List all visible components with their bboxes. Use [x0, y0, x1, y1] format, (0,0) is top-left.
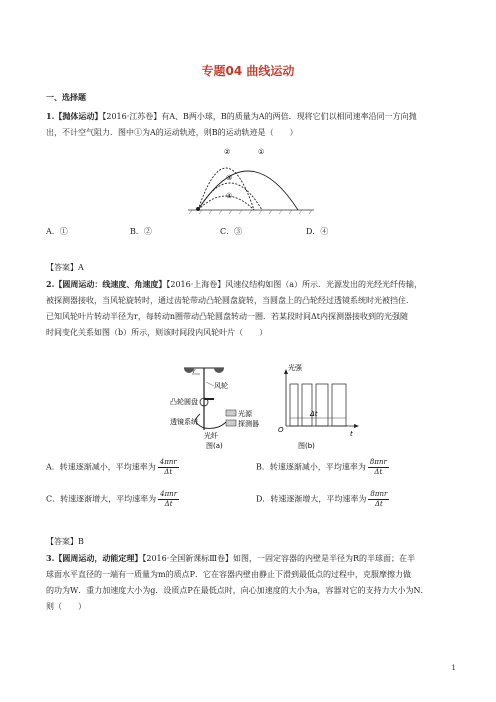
label-detector: 探测器 — [238, 420, 259, 428]
label-wind-wheel: 风轮 — [214, 382, 228, 390]
q1-tag: 1.【抛体运动】 — [46, 111, 103, 121]
marker-2: ② — [224, 148, 231, 156]
page-number: 1 — [451, 664, 456, 672]
q1-option-d[interactable]: D．④ — [306, 227, 329, 236]
q2-figure-a — [170, 360, 280, 450]
q2-source: 【2016·上海卷】 — [166, 280, 226, 289]
axis-origin: O — [278, 426, 284, 434]
label-lens: 透镜系统 — [170, 418, 198, 426]
q2-text: 2.【圆周运动：线速度、角速度】【2016·上海卷】风速仪结构如图（a）所示．光源发出的光经光纤传输， 被探测器接收，当风轮旋转时，通过齿轮带动凸轮圆盘旋转，当圆盘上的凸轮经过透镜系统时光被挡住． 已知风轮叶片转动半径为r，每转动n圈带动凸轮圆盘转动一圈．若某段时间Δt内探测器接收到的光强随 时间变化关系如图（b）所示，则该时间段内风轮叶片（ ） — [46, 279, 423, 337]
page-title: 专题04 曲线运动 — [201, 64, 295, 78]
axis-x-label: t — [350, 430, 353, 438]
q1-option-a[interactable]: A．① — [46, 227, 68, 236]
q2-tag: 2.【圆周运动：线速度、角速度】 — [46, 279, 167, 289]
q3-tag: 3.【圆周运动，动能定理】 — [46, 553, 143, 563]
axis-y-label: 光强 — [288, 364, 302, 372]
q1-answer: 【答案】A — [46, 263, 84, 272]
q2-answer: 【答案】B — [46, 537, 84, 546]
q3-source: 【2016·全国新课标Ⅲ卷】 — [142, 554, 233, 563]
q1-trajectory-figure — [186, 146, 316, 218]
q1-text: 1.【抛体运动】【2016·江苏卷】有A、B两小球，B的质量为A的两倍．现将它们以相同速率沿同一方向抛 出，不计空气阻力．图中①为A的运动轨迹，则B的运动轨迹是（ ） — [46, 111, 417, 137]
q2-option-c[interactable]: C．转速逐渐增大，平均速率为 $\frac{\text{4πnr}}{\Delta t}$ — [46, 490, 178, 508]
q1-source: 【2016·江苏卷】 — [102, 112, 162, 121]
q1-option-c[interactable]: C．③ — [220, 227, 243, 236]
caption-b: 图(b) — [298, 442, 315, 450]
label-r: r — [193, 368, 196, 375]
q2-option-b[interactable]: B．转速逐渐减小，平均速率为 $\frac{\text{8πnr}}{\Delta t}$ — [256, 458, 387, 476]
q2-option-a[interactable]: A．转速逐渐减小，平均速率为 $\frac{\text{4πnr}}{\Delta t}$ — [46, 458, 177, 476]
marker-3: ③ — [226, 174, 233, 182]
label-cam-disk: 凸轮圆盘 — [170, 398, 198, 406]
q2-option-d[interactable]: D．转速逐渐增大，平均速率为 $\frac{\text{8πnr}}{\Delta t}$ — [256, 490, 388, 508]
section-heading: 一、选择题 — [46, 92, 86, 102]
q3-text: 3.【圆周运动，动能定理】【2016·全国新课标Ⅲ卷】如图，一固定容器的内壁是半径为R的半球面；在半 球面水平直径的一端有一质量为m的质点P．它在容器内壁由静止下滑到最低点的过程中，克服摩擦力做 的功为W．重力加速度大小为g．设质点P在最低点时，向心加速度的大小为a，容器对它的支持力大小为N． 则（ ） — [46, 553, 429, 611]
caption-a: 图(a) — [206, 442, 223, 450]
label-light-source: 光源 — [238, 410, 252, 418]
q2-figure-b — [276, 360, 360, 450]
label-fiber: 光纤 — [204, 432, 218, 440]
marker-1: ① — [258, 148, 265, 156]
label-delta-t: Δt — [310, 410, 318, 418]
marker-4: ④ — [226, 192, 233, 200]
q1-option-b[interactable]: B．② — [130, 227, 152, 236]
